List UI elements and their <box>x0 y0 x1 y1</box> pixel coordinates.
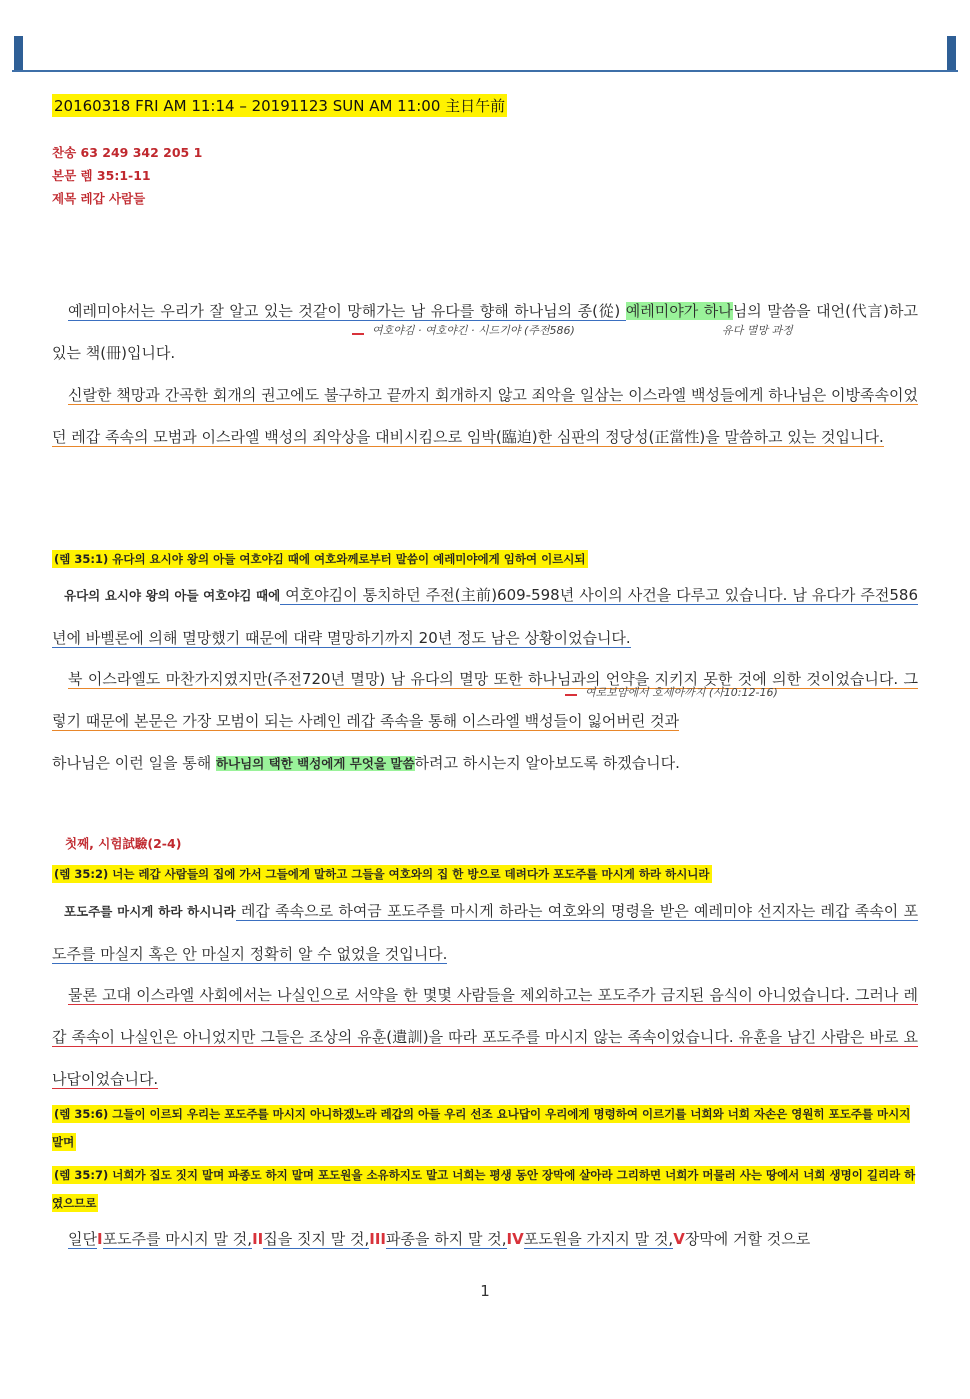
intro-p2-text: 신랄한 책망과 간곡한 회개의 권고에도 불구하고 끝까지 회개하지 않고 죄악을 일삼는 이스라엘 백성들에게 하나님은 이방족속이었던 레갑 족속의 모범과 이스라엘 백성의 죄악상을 대비시킴으로 임박(臨迫)한 심판의 정당성(正當性)을 말씀하고 있는 것입니다. <box>52 386 918 446</box>
summary-mark-1: I <box>96 1230 103 1248</box>
intro-p1-text-end: 님의 말씀을 대언(代言)하고 있는 책(冊)입니다. <box>52 302 919 362</box>
page-frame-right-tab <box>947 36 956 72</box>
summary-mark-2: II <box>252 1230 264 1248</box>
verse2-p2-text: 물론 고대 이스라엘 사회에서는 나실인으로 서약을 한 몇몇 사람들을 제외하고는 포도주가 금지된 음식이 아니었습니다. 그러나 레갑 족속이 나실인은 아니었지만 그들은 조상의 유훈(遺訓)을 따라 포도주를 마시지 않는 족속이었습니다. 유훈을 남긴 사람은 바로 요나답이었습니다. <box>52 986 918 1088</box>
intro-p1-highlight: 예레미야가 하나 <box>625 302 733 320</box>
page-frame-top-rule <box>12 70 958 72</box>
verse-35-1-text: (렘 35:1) 유다의 요시야 왕의 아들 여호야김 때에 여호와께로부터 말씀이 예레미야에게 임하여 이르시되 <box>54 552 586 566</box>
verse1-p3-text-end: 하려고 하시는지 알아보도록 하겠습니다. <box>414 754 680 772</box>
summary-mark-4: IV <box>506 1230 524 1248</box>
intro-p1-text: 예레미야서는 우리가 잘 알고 있는 것같이 망해가는 남 유다를 향해 하나님의 종(從) <box>68 302 626 320</box>
verse-35-2 <box>52 860 920 888</box>
page-number: 1 <box>480 1282 490 1300</box>
verse-35-1 <box>52 545 920 573</box>
verse-35-2-text: (렘 35:2) 너는 레갑 사람들의 집에 가서 그들에게 말하고 그들을 여호와의 집 한 방으로 데려다가 포도주를 마시게 하라 하시니라 <box>54 867 710 881</box>
sermon-date-line: 20160318 FRI AM 11:14 – 20191123 SUN AM 11:00 主日午前 <box>52 94 507 117</box>
summary-item-3: 파종을 하지 말 것, <box>386 1230 507 1248</box>
page-frame-left-tab <box>14 36 23 72</box>
summary-intro: 일단 <box>68 1230 97 1248</box>
intro-paragraph-2 <box>52 374 918 458</box>
verse1-p1-text: 여호야김이 통치하던 주전(主前)609-598년 사이의 사건을 다루고 있습니다. 남 유다가 주전586년에 바벨론에 의해 멸망했기 때문에 대략 멸망하기까지 20년 정도 남은 상황이었습니다. <box>52 586 918 647</box>
verse-35-7 <box>52 1161 920 1217</box>
handwritten-note-israel: 여로보암에서 호세아까지 (사10:12-16) <box>585 686 778 699</box>
verse-35-7-text: (렘 35:7) 너희가 집도 짓지 말며 파종도 하지 말며 포도원을 소유하지도 말고 너희는 평생 동안 장막에 살아라 그리하면 너희가 머물러 사는 땅에서 너희 생명이 길리라 하였으므로 <box>52 1168 916 1210</box>
verse1-paragraph-1 <box>52 574 918 659</box>
summary-line <box>52 1218 918 1260</box>
verse-35-6 <box>52 1100 920 1156</box>
verse1-paragraph-2 <box>52 658 918 742</box>
verse2-paragraph-1 <box>52 890 918 975</box>
verse1-p2-text: 북 이스라엘도 마찬가지였지만(주전720년 멸망) 남 유다의 멸망 또한 하나님과의 언약을 지키지 못한 것에 의한 것이었습니다. 그렇기 때문에 본문은 가장 모범이 되는 사례인 레갑 족속을 통해 이스라엘 백성들이 잃어버린 것과 <box>52 670 918 730</box>
handwritten-note-fall: 유다 멸망 과정 <box>722 324 793 337</box>
summary-item-4: 포도원을 가지지 말 것, <box>523 1230 674 1248</box>
summary-mark-5: V <box>673 1230 685 1248</box>
summary-item-2: 집을 짓지 말 것, <box>263 1230 370 1248</box>
summary-item-5: 장막에 거할 것으로 <box>684 1230 811 1248</box>
verse2-paragraph-2 <box>52 974 918 1100</box>
verse1-p3-highlight: 하나님의 택한 백성에게 무엇을 말씀 <box>215 756 415 771</box>
scripture-text: 본문 렘 35:1-11 <box>52 168 151 183</box>
verse2-lead: 포도주를 마시게 하라 하시니라 <box>64 904 236 919</box>
section-heading-first: 첫째, 시험試驗(2-4) <box>65 836 182 851</box>
summary-item-1: 포도주를 마시지 말 것, <box>102 1230 253 1248</box>
hymn-numbers: 찬송 63 249 342 205 1 <box>52 145 203 160</box>
verse1-lead: 유다의 요시야 왕의 아들 여호야김 때에 <box>64 588 281 603</box>
sermon-title: 제목 레갑 사람들 <box>52 191 146 206</box>
verse2-p1-text: 레갑 족속으로 하여금 포도주를 마시게 하라는 여호와의 명령을 받은 예레미야 선지자는 레갑 족속이 포도주를 마실지 혹은 안 마실지 정확히 알 수 없었을 것입니다. <box>52 902 919 963</box>
handwritten-dash <box>352 333 364 335</box>
handwritten-note-kings: 여호야김 · 여호야긴 · 시드기야 (주전586) <box>372 324 575 337</box>
verse-35-6-text: (렘 35:6) 그들이 이르되 우리는 포도주를 마시지 아니하겠노라 레갑의 아들 우리 선조 요나답이 우리에게 명령하여 이르기를 너희와 너희 자손은 영원히 포도주를 마시지 말며 <box>52 1107 911 1149</box>
verse1-paragraph-3 <box>52 742 918 785</box>
summary-mark-3: III <box>369 1230 386 1248</box>
handwritten-dash-2 <box>565 694 577 696</box>
verse1-p3-text: 하나님은 이런 일을 통해 <box>52 754 216 772</box>
